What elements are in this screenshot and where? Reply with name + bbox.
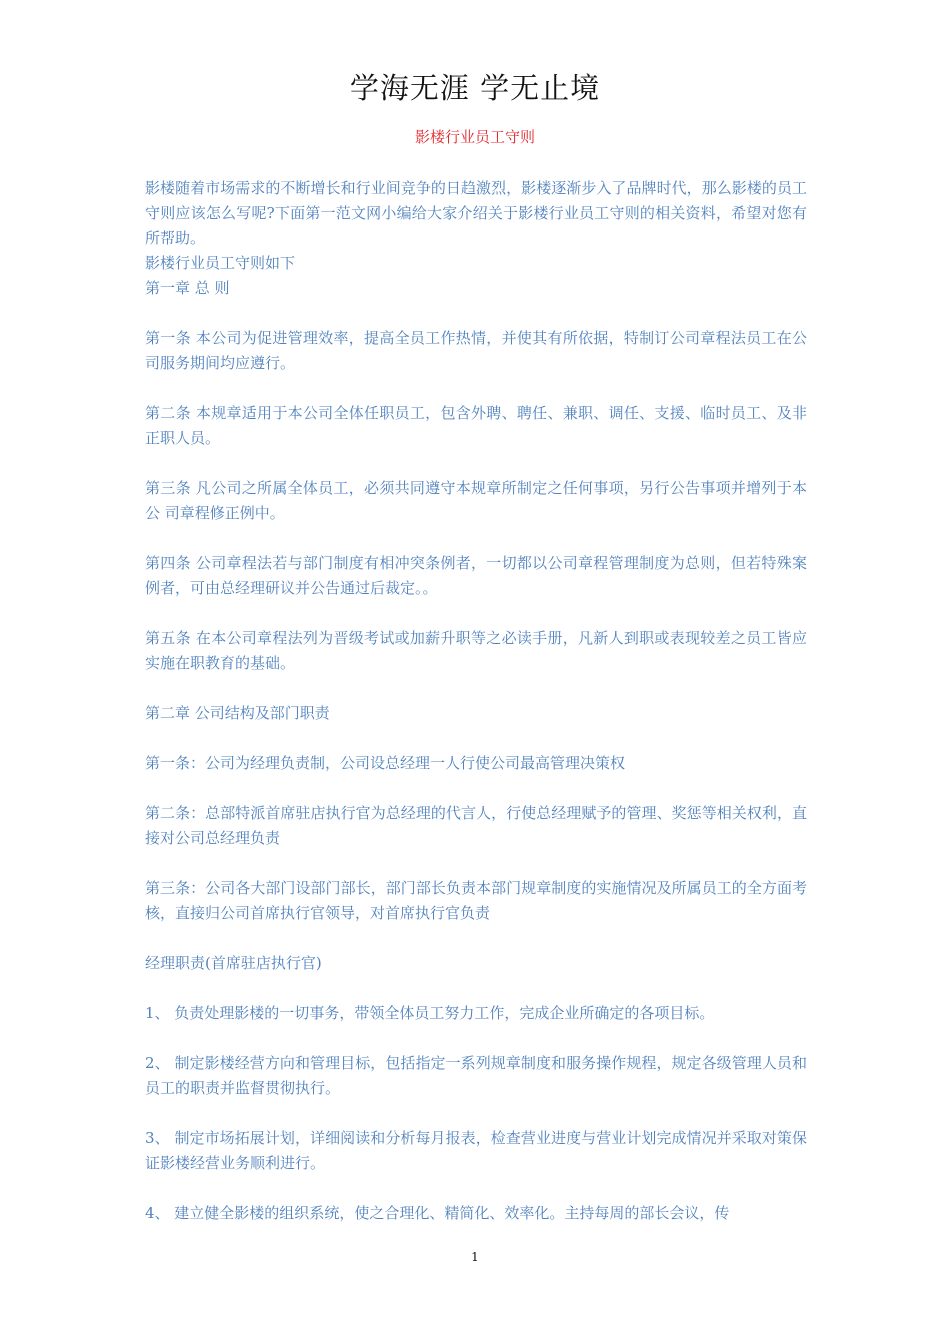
section-heading: 经理职责(首席驻店执行官) <box>145 954 322 972</box>
article-paragraph: 第三条 凡公司之所属全体员工，必须共同遵守本规章所制定之任何事项，另行公告事项并增列于本公 司章程修正例中。 <box>145 479 807 522</box>
header-title: 学海无涯 学无止境 <box>349 71 601 105</box>
article-paragraph: 第三条：公司各大部门设部门部长，部门部长负责本部门规章制度的实施情况及所属员工的全方面考核，直接归公司首席执行官领导，对首席执行官负责 <box>145 879 807 922</box>
intro-paragraph: 影楼随着市场需求的不断增长和行业间竞争的日趋激烈，影楼逐渐步入了品牌时代，那么影楼的员工守则应该怎么写呢?下面第一范文网小编给大家介绍关于影楼行业员工守则的相关资料，希望对您有所帮助。 <box>145 179 807 247</box>
article-paragraph: 第二条：总部特派首席驻店执行官为总经理的代言人，行使总经理赋予的管理、奖惩等相关权利，直接对公司总经理负责 <box>145 804 807 847</box>
page-number: 1 <box>471 1250 479 1264</box>
duty-item: 1、 负责处理影楼的一切事务，带领全体员工努力工作，完成企业所确定的各项目标。 <box>145 1004 715 1022</box>
article-paragraph: 第一条：公司为经理负责制，公司设总经理一人行使公司最高管理决策权 <box>145 754 626 772</box>
article-paragraph: 第二条 本规章适用于本公司全体任职员工，包含外聘、聘任、兼职、调任、支援、临时员工、及非正职人员。 <box>145 404 807 447</box>
chapter-heading: 第二章 公司结构及部门职责 <box>145 704 330 722</box>
chapter-heading: 第一章 总 则 <box>145 279 230 297</box>
document-title: 影楼行业员工守则 <box>414 128 535 146</box>
article-paragraph: 第一条 本公司为促进管理效率，提高全员工作热情，并使其有所依据，特制订公司章程法员工在公司服务期间均应遵行。 <box>145 329 807 372</box>
duty-item: 2、 制定影楼经营方向和管理目标，包括指定一系列规章制度和服务操作规程，规定各级管理人员和员工的职责并监督贯彻执行。 <box>145 1054 807 1097</box>
document-body <box>145 176 807 1226</box>
rules-intro-line: 影楼行业员工守则如下 <box>145 254 296 272</box>
article-paragraph: 第五条 在本公司章程法列为晋级考试或加薪升职等之必读手册，凡新人到职或表现较差之员工皆应实施在职教育的基础。 <box>145 629 807 672</box>
duty-item: 4、 建立健全影楼的组织系统，使之合理化、精简化、效率化。主持每周的部长会议，传 <box>145 1204 730 1222</box>
article-paragraph: 第四条 公司章程法若与部门制度有相冲突条例者，一切都以公司章程管理制度为总则，但若特殊案例者，可由总经理研议并公告通过后裁定。。 <box>145 554 807 597</box>
duty-item: 3、 制定市场拓展计划，详细阅读和分析每月报表，检查营业进度与营业计划完成情况并采取对策保证影楼经营业务顺利进行。 <box>145 1129 807 1172</box>
